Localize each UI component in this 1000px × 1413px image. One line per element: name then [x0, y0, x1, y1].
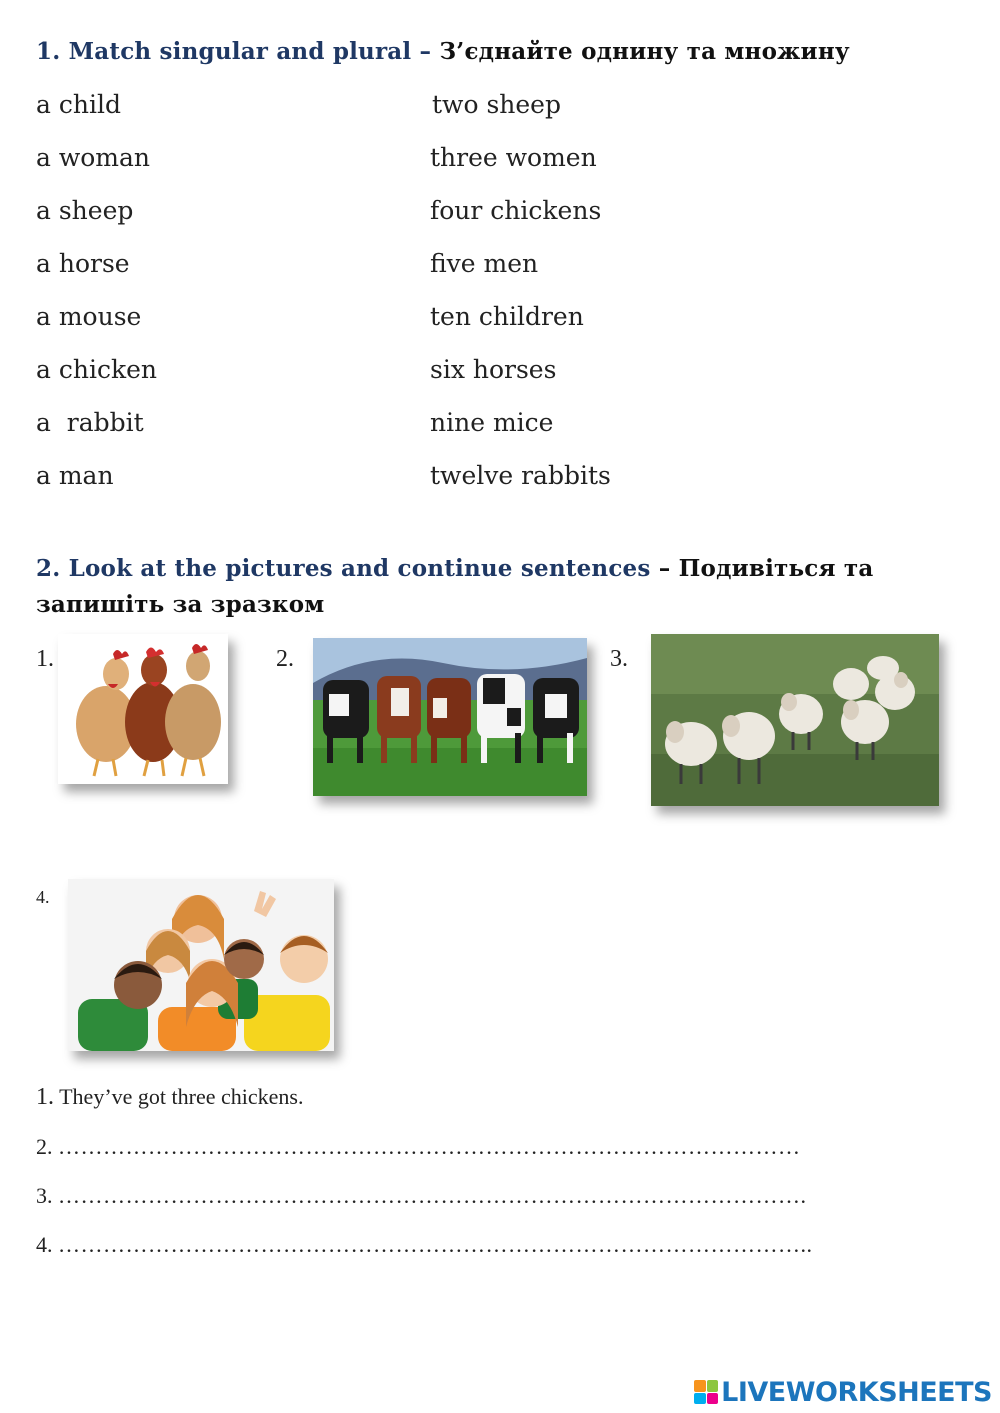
sentence-2: [36, 1133, 801, 1161]
sentence-1: [36, 1083, 303, 1111]
sentence-4-answer-line[interactable]: ………………………………………………………………………………………..: [58, 1232, 813, 1257]
liveworksheets-logo: [694, 1377, 992, 1407]
plural-item[interactable]: twelve rabbits: [430, 461, 611, 490]
plural-item[interactable]: nine mice: [430, 408, 554, 437]
sentence-3: [36, 1182, 807, 1210]
section2-title-ua-line1: – Подивіться та: [658, 555, 874, 582]
plural-item[interactable]: two sheep: [432, 90, 561, 119]
children-image: [68, 879, 334, 1051]
section2-heading-line2: [36, 587, 324, 623]
plural-item[interactable]: five men: [430, 249, 539, 278]
singular-item: a horse: [36, 249, 130, 278]
liveworksheets-logo-text: LIVEWORKSHEETS: [721, 1376, 992, 1408]
children-photo: [68, 879, 334, 1051]
singular-item: a rabbit: [36, 408, 144, 437]
plural-item[interactable]: ten children: [430, 302, 584, 331]
sheep-image: [651, 634, 939, 806]
liveworksheets-logo-icon: [694, 1380, 718, 1404]
section2-title-en: 2. Look at the pictures and continue sentences: [36, 555, 651, 582]
chickens-image: [58, 634, 228, 784]
sentence-2-number: 2.: [36, 1134, 53, 1159]
picture-number: 2.: [276, 646, 294, 672]
singular-item: a sheep: [36, 196, 134, 225]
cows-photo: [313, 638, 587, 796]
sentence-3-answer-line[interactable]: ……………………………………………………………………………………….: [58, 1183, 807, 1208]
sentence-2-answer-line[interactable]: ………………………………………………………………………………………: [58, 1134, 801, 1159]
sentence-1-text: They’ve got three chickens.: [59, 1084, 304, 1109]
sheep-photo: [651, 634, 939, 806]
section2-title-ua-line2: запишіть за зразком: [36, 591, 325, 618]
picture-number: 4.: [36, 887, 50, 907]
sentence-1-number: 1.: [36, 1084, 54, 1110]
sentence-4-number: 4.: [36, 1232, 53, 1257]
sentence-4: [36, 1231, 813, 1259]
picture-number: 3.: [610, 646, 628, 672]
plural-item[interactable]: four chickens: [430, 196, 602, 225]
cows-image: [313, 638, 587, 796]
section1-title-en: 1. Match singular and plural –: [36, 38, 432, 65]
chickens-photo: [58, 634, 228, 784]
singular-item: a chicken: [36, 355, 157, 384]
section1-title-ua: З’єднайте однину та множину: [439, 38, 850, 65]
singular-item: a woman: [36, 143, 151, 172]
picture-number: 1.: [36, 646, 54, 672]
singular-item: a mouse: [36, 302, 142, 331]
sentence-3-number: 3.: [36, 1183, 53, 1208]
section2-heading: [36, 551, 966, 587]
singular-item: a man: [36, 461, 114, 490]
singular-item: a child: [36, 90, 121, 119]
section1-heading: [36, 34, 850, 70]
plural-item[interactable]: six horses: [430, 355, 557, 384]
plural-item[interactable]: three women: [430, 143, 597, 172]
